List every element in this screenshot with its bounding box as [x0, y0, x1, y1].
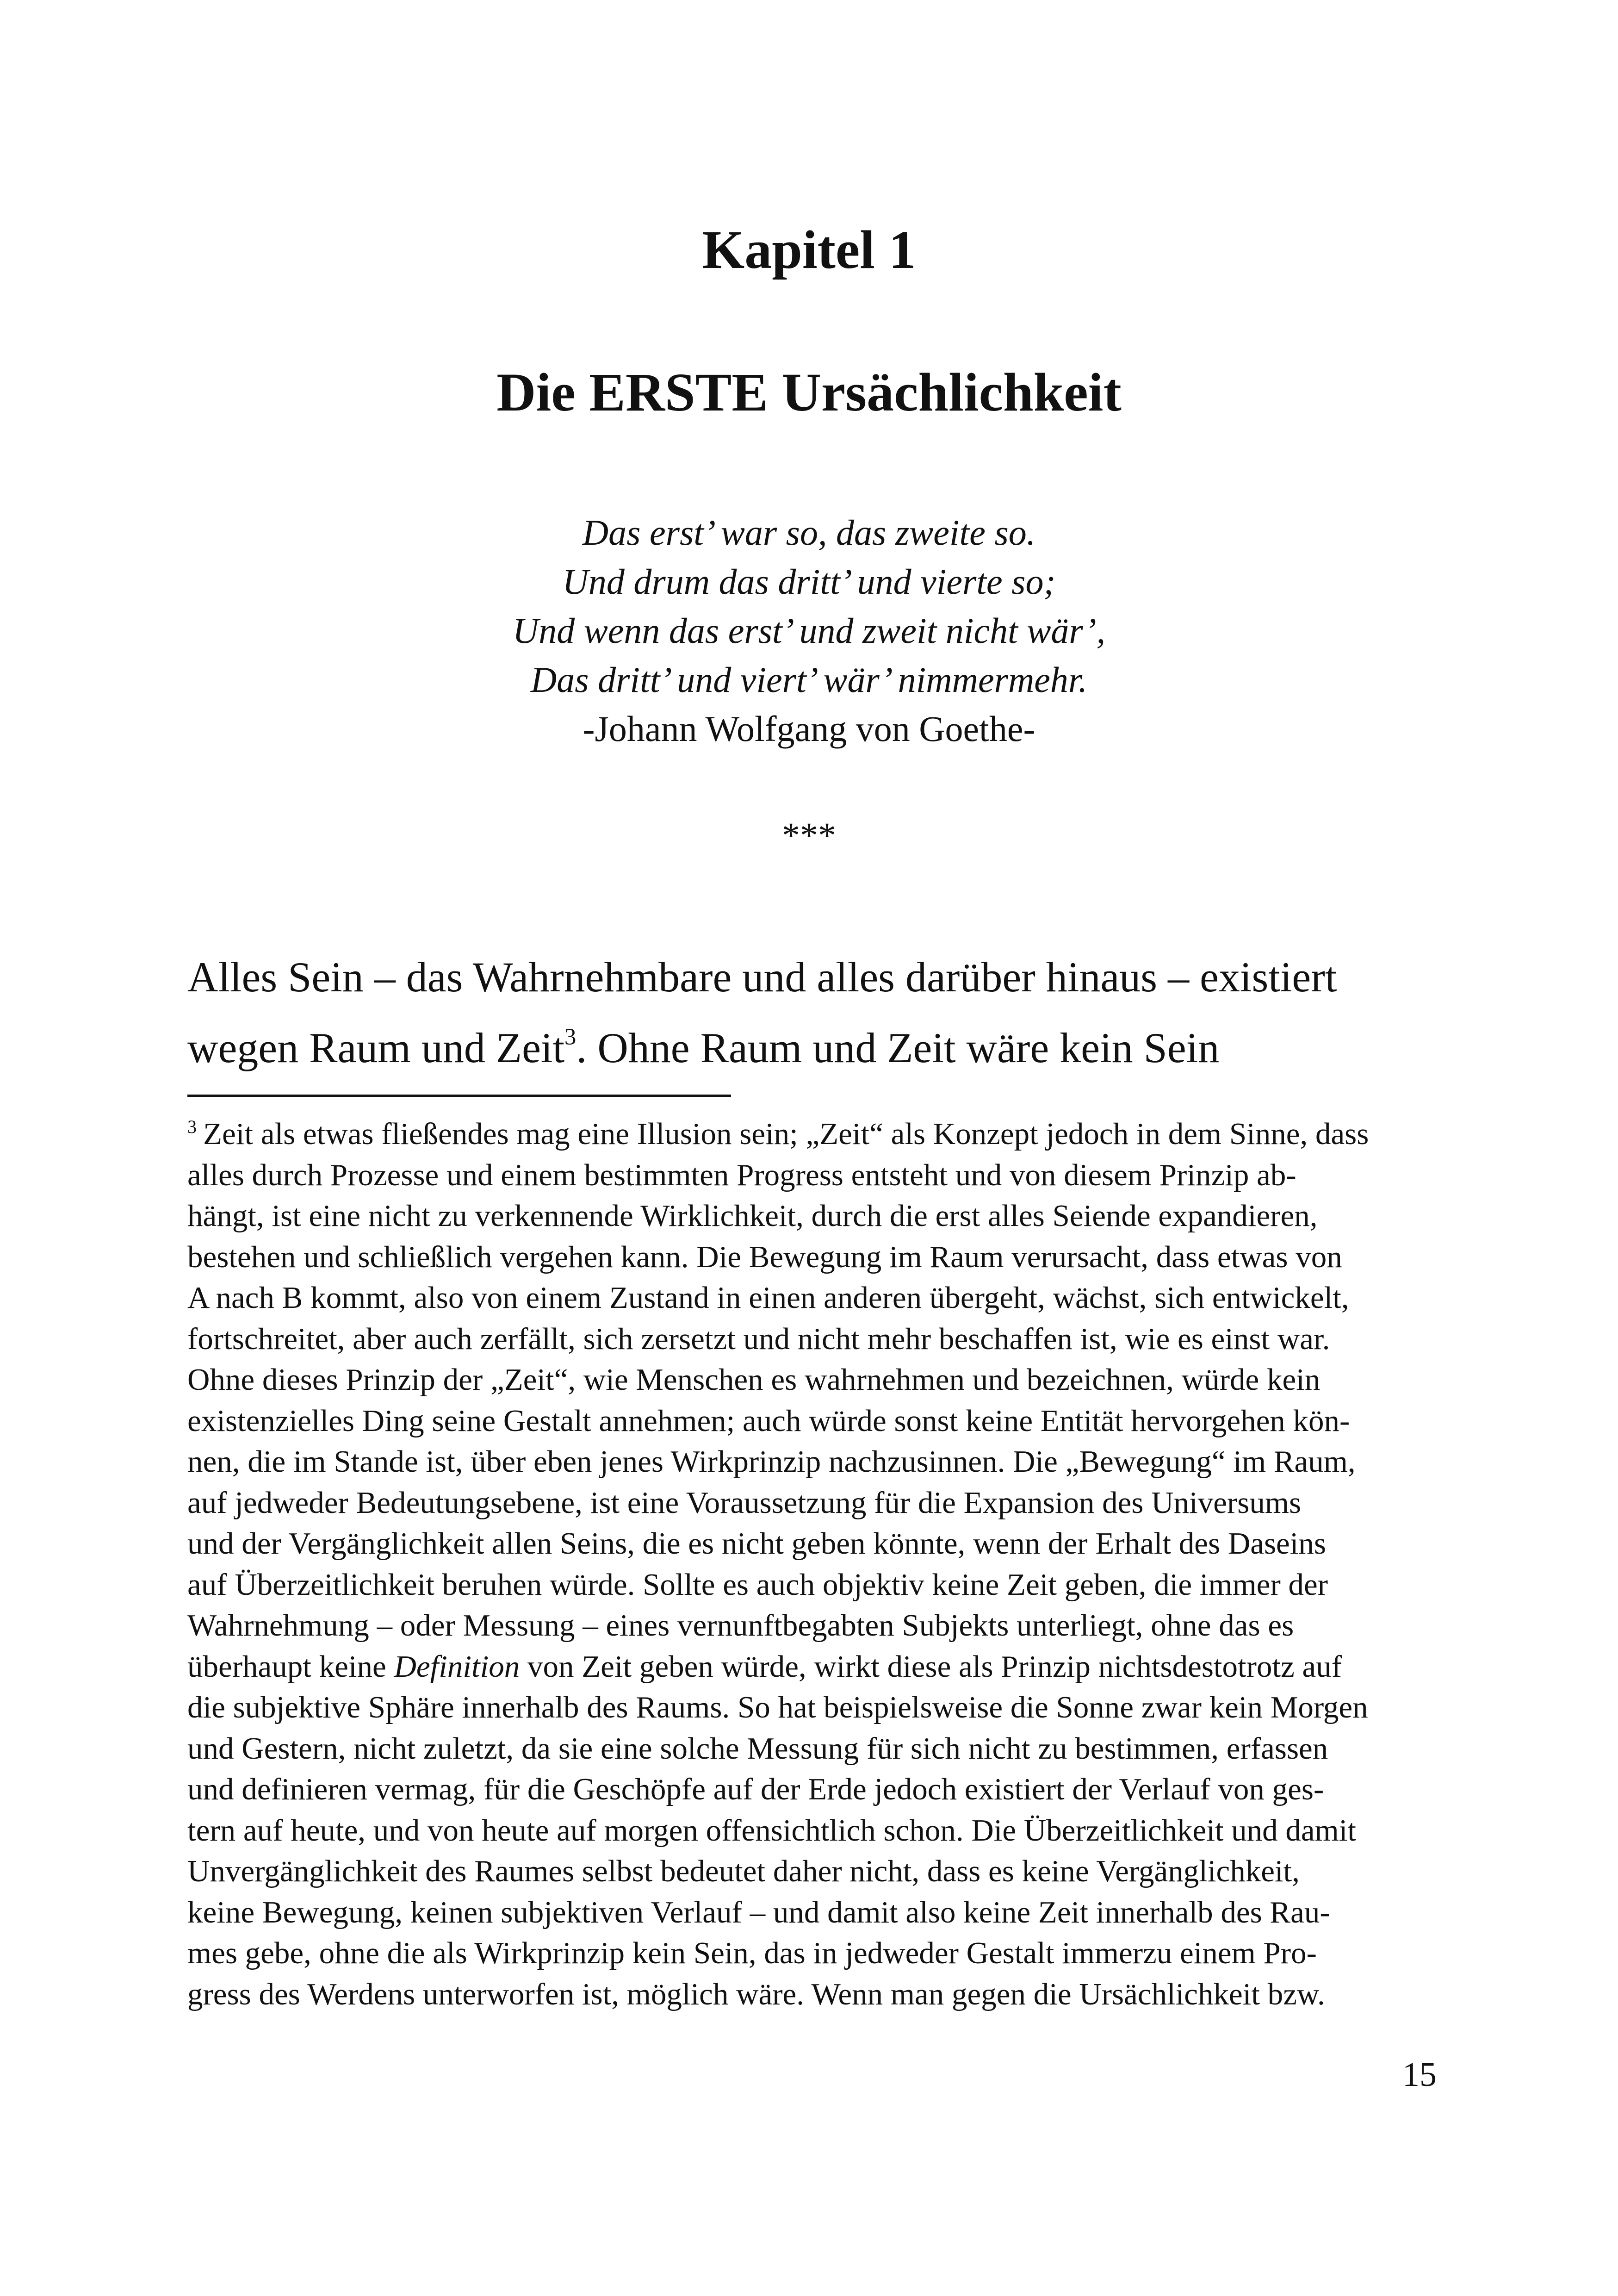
body-line — [187, 1013, 1437, 1083]
footnote-line: überhaupt keine Definition von Zeit geben würde, wirkt diese als Prinzip nichtsdestotrotz auf — [187, 1649, 1342, 1684]
footnote-line: alles durch Prozesse und einem bestimmten Progress entsteht und von diesem Prinzip ab- — [187, 1157, 1296, 1192]
epigraph — [0, 508, 1618, 753]
footnote-line: existenzielles Ding seine Gestalt annehmen; auch würde sonst keine Entität hervorgehen kön- — [187, 1403, 1350, 1438]
page-number: 15 — [1402, 2056, 1437, 2094]
footnote-line: auf jedweder Bedeutungsebene, ist eine Voraussetzung für die Expansion des Universums — [187, 1485, 1302, 1520]
epigraph-line: Und drum das dritt’ und vierte so; — [562, 561, 1056, 602]
footnote-line: A nach B kommt, also von einem Zustand in einen anderen übergeht, wächst, sich entwickelt, — [187, 1281, 1349, 1315]
epigraph-line: Das dritt’ und viert’ wär’ nimmermehr. — [530, 660, 1088, 700]
epigraph-author: -Johann Wolfgang von Goethe- — [583, 709, 1035, 749]
emphasized-term: Definition — [394, 1649, 520, 1684]
footnote-line: Wahrnehmung – oder Messung – eines vernunftbegabten Subjekts unterliegt, ohne das es — [187, 1608, 1294, 1643]
footnote-line: Ohne dieses Prinzip der „Zeit“, wie Menschen es wahrnehmen und bezeichnen, würde kein — [187, 1363, 1320, 1397]
footnote-line: auf Überzeitlichkeit beruhen würde. Sollte es auch objektiv keine Zeit geben, die immer der — [187, 1567, 1328, 1602]
footnote-line: $^3$ Zeit als etwas fließendes mag eine Illusion sein; „Zeit“ als Konzept jedoch in dem Sinne, dass — [187, 1116, 1369, 1151]
footnote-line: tern auf heute, und von heute auf morgen offensichtlich schon. Die Überzeitlichkeit und damit — [187, 1813, 1357, 1848]
footnote-line: mes gebe, ohne die als Wirkprinzip kein Sein, das in jedweder Gestalt immerzu einem Pro- — [187, 1936, 1317, 1970]
epigraph-line: Und wenn das erst’ und zweit nicht wär’, — [512, 610, 1106, 651]
chapter-number: Kapitel 1 — [702, 219, 916, 280]
footnote-line: Unvergänglichkeit des Raumes selbst bedeutet daher nicht, dass es keine Vergänglichkeit, — [187, 1854, 1300, 1888]
body-text-fragment: wegen Raum und Zeit$^3$. Ohne Raum und Zeit wäre kein Sein — [187, 1024, 1220, 1071]
footnote — [187, 1114, 1437, 2015]
chapter-title: Die ERSTE Ursächlichkeit — [496, 362, 1122, 423]
footnote-line: die subjektive Sphäre innerhalb des Raums. So hat beispielsweise die Sonne zwar kein Morgen — [187, 1690, 1368, 1724]
footnote-line: keine Bewegung, keinen subjektiven Verlauf – und damit also keine Zeit innerhalb des Rau- — [187, 1895, 1330, 1929]
section-separator: *** — [782, 815, 836, 855]
footnote-line: bestehen und schließlich vergehen kann. Die Bewegung im Raum verursacht, dass etwas von — [187, 1239, 1342, 1274]
footnote-line: fortschreitet, aber auch zerfällt, sich zersetzt und nicht mehr beschaffen ist, wie es einst war. — [187, 1321, 1330, 1356]
footnote-line: hängt, ist eine nicht zu verkennende Wirklichkeit, durch die erst alles Seiende expandieren, — [187, 1199, 1318, 1233]
footnote-marker: 3 — [187, 1116, 197, 1137]
footnote-line: und der Vergänglichkeit allen Seins, die es nicht geben könnte, wenn der Erhalt des Daseins — [187, 1526, 1326, 1561]
body-paragraph — [187, 942, 1437, 1083]
footnote-line: und definieren vermag, für die Geschöpfe auf der Erde jedoch existiert der Verlauf von ges- — [187, 1772, 1324, 1806]
epigraph-line: Das erst’ war so, das zweite so. — [582, 512, 1036, 553]
footnote-divider — [187, 1095, 731, 1097]
footnote-line: nen, die im Stande ist, über eben jenes Wirkprinzip nachzusinnen. Die „Bewegung“ im Raum, — [187, 1444, 1356, 1479]
body-line: Alles Sein – das Wahrnehmbare und alles darüber hinaus – existiert — [187, 953, 1337, 1001]
footnote-line: und Gestern, nicht zuletzt, da sie eine solche Messung für sich nicht zu bestimmen, erfassen — [187, 1731, 1328, 1766]
footnote-line: gress des Werdens unterworfen ist, möglich wäre. Wenn man gegen die Ursächlichkeit bzw. — [187, 1977, 1325, 2011]
footnote-reference[interactable]: 3 — [564, 1024, 577, 1050]
